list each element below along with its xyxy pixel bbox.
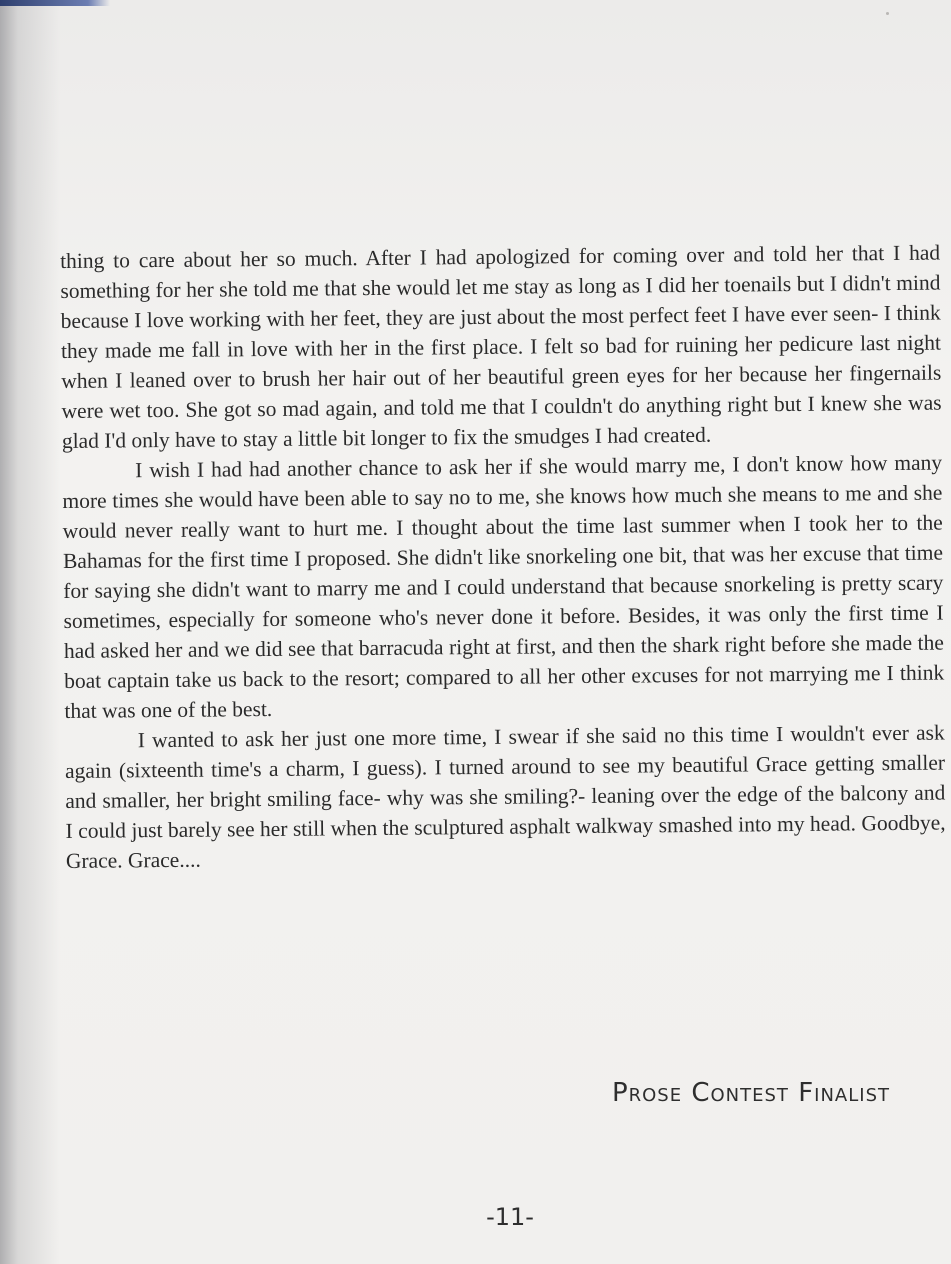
finalist-label: Prose Contest Finalist [611,1078,890,1108]
paragraph-3: I wanted to ask her just one more time, I swear if she said no this time I wouldn't ever ask again (sixteenth time's a charm, I guess). I turned around to see my beautiful Grace getting smaller and smaller, her bright smiling face- why was she smiling?- leaning over the edge of the balcony and I could just barely see her still when the sculptured asphalt walkway smashed into my head. Goodbye, Grace. Grace.... [64,720,946,873]
story-text [60,238,946,876]
paragraph-1: thing to care about her so much. After I had apologized for coming over and told her that I had something for her she told me that she would let me stay as long as I did her toenails but I didn't mind because I love working with her feet, they are just about the most perfect feet I have ever seen- I think they made me fall in love with her in the first place. I felt so bad for ruining her pedicure last night when I leaned over to brush her hair out of her beautiful green eyes for her because her fingernails were wet too. She got so mad again, and told me that I couldn't do anything right but I knew she was glad I'd only have to stay a little bit longer to fix the smudges I had created. [60,240,942,453]
paper-speck [886,12,889,15]
paragraph-2: I wish I had had another chance to ask her if she would marry me, I don't know how many more times she would have been able to say no to me, she knows how much she means to me and she would never really want to hurt me. I thought about the time last summer when I took her to the Bahamas for the first time I proposed. She didn't like snorkeling one bit, that was her excuse that time for saying she didn't want to marry me and I could understand that because snorkeling is pretty scary sometimes, especially for someone who's never done it before. Besides, it was only the first time I had asked her and we did see that barracuda right at first, and then the shark right before she made the boat captain take us back to the resort; compared to all her other excuses for not marrying me I think that was one of the best. [62,450,945,723]
binding-edge-mark [0,0,110,6]
page-number: -11- [486,1203,534,1231]
